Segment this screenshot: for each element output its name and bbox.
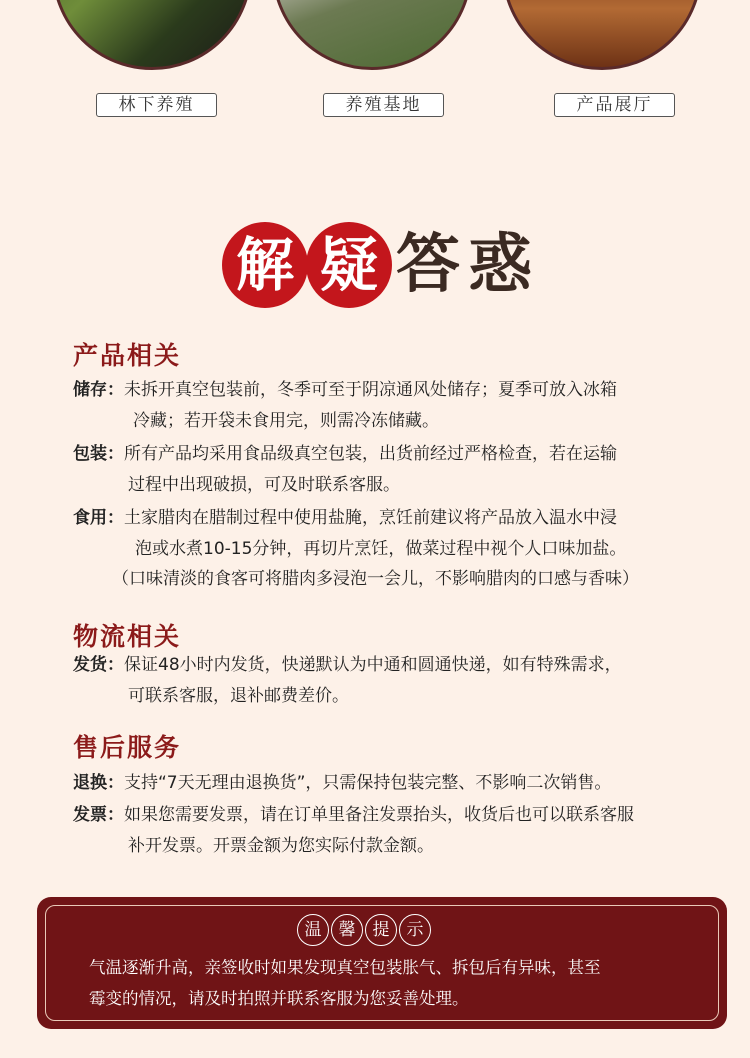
eating-key: 食用： [73, 508, 124, 528]
tip-char-4: 示 [399, 914, 431, 946]
invoice-row [73, 800, 634, 831]
tip-char-1: 温 [297, 914, 329, 946]
storage-line1: 未拆开真空包装前，冬季可至于阴凉通风处储存；夏季可放入冰箱 [124, 380, 617, 400]
gallery-label-base: 养殖基地 [323, 93, 444, 117]
section-heading-logistics: 物流相关 [73, 622, 182, 651]
photo-showroom [502, 0, 702, 70]
gallery-label-showroom: 产品展厅 [554, 93, 675, 117]
packaging-line1: 所有产品均采用食品级真空包装，出货前经过严格检查，若在运输 [124, 444, 617, 464]
shipping-line2: 可联系客服，退补邮费差价。 [128, 686, 349, 706]
tip-char-2: 馨 [331, 914, 363, 946]
returns-key: 退换： [73, 773, 124, 793]
title-char-2: 疑 [306, 222, 392, 308]
faq-title [222, 222, 552, 308]
invoice-line1: 如果您需要发票，请在订单里备注发票抬头，收货后也可以联系客服 [124, 805, 634, 825]
invoice-line2: 补开发票。开票金额为您实际付款金额。 [128, 836, 434, 856]
storage-row [73, 375, 617, 406]
section-heading-product: 产品相关 [73, 341, 182, 370]
invoice-key: 发票： [73, 805, 124, 825]
eating-line3: （口味清淡的食客可将腊肉多浸泡一会儿，不影响腊肉的口感与香味） [112, 569, 639, 589]
returns-line1: 支持“7天无理由退换货”，只需保持包装完整、不影响二次销售。 [124, 773, 612, 793]
packaging-line2: 过程中出现破损，可及时联系客服。 [128, 475, 400, 495]
eating-line2: 泡或水煮10-15分钟，再切片烹饪，做菜过程中视个人口味加盐。 [135, 539, 627, 559]
tip-line2: 霉变的情况，请及时拍照并联系客服为您妥善处理。 [89, 989, 469, 1008]
gallery-label-forest: 林下养殖 [96, 93, 217, 117]
shipping-key: 发货： [73, 655, 124, 675]
storage-line2: 冷藏；若开袋未食用完，则需冷冻储藏。 [133, 411, 439, 431]
returns-row [73, 768, 611, 799]
section-heading-aftersales: 售后服务 [73, 733, 182, 762]
title-char-4: 惑 [468, 227, 532, 302]
tip-line1: 气温逐渐升高，亲签收时如果发现真空包装胀气、拆包后有异味，甚至 [89, 958, 601, 977]
eating-line1: 土家腊肉在腊制过程中使用盐腌，烹饪前建议将产品放入温水中浸 [124, 508, 617, 528]
packaging-row [73, 439, 617, 470]
title-char-3: 答 [396, 227, 460, 302]
photo-farming-base [272, 0, 472, 70]
packaging-key: 包装： [73, 444, 124, 464]
tip-char-3: 提 [365, 914, 397, 946]
storage-key: 储存： [73, 380, 124, 400]
shipping-line1: 保证48小时内发货，快递默认为中通和圆通快递，如有特殊需求， [124, 655, 622, 675]
title-char-1: 解 [222, 222, 308, 308]
shipping-row [73, 650, 622, 681]
photo-forest-farming [52, 0, 252, 70]
eating-row [73, 503, 617, 534]
